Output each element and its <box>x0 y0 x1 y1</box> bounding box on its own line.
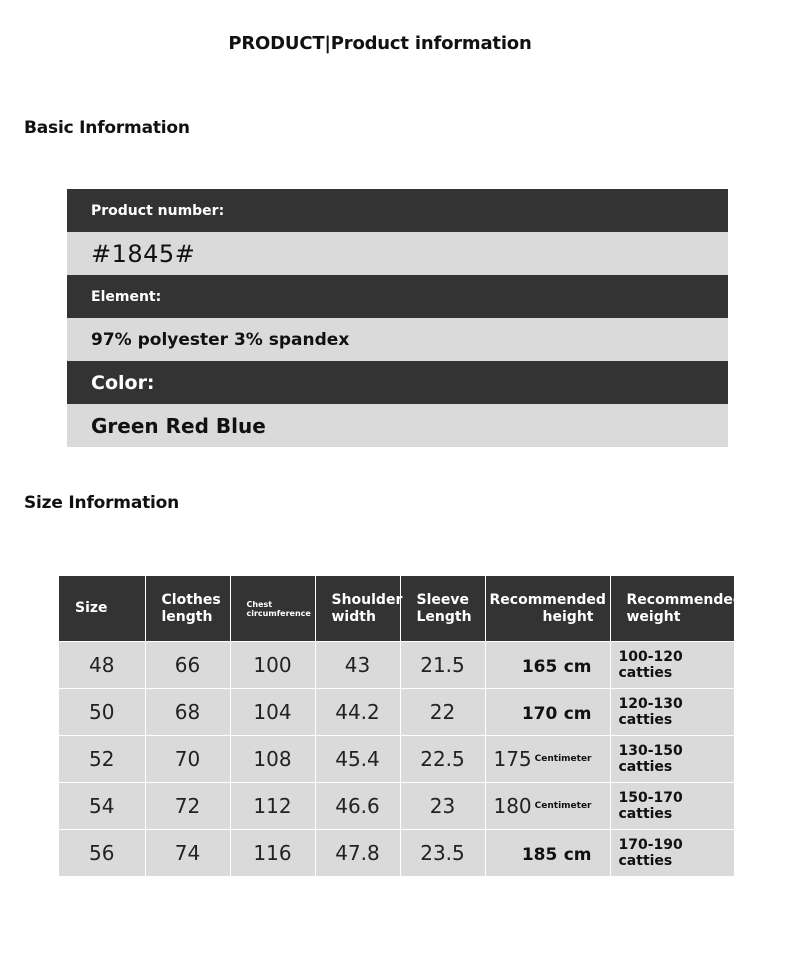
page-title: PRODUCT|Product information <box>228 33 532 54</box>
cell-chest: 104 <box>230 689 315 736</box>
cell-clothes-length: 68 <box>145 689 230 736</box>
basic-information-block <box>67 189 728 447</box>
header-size: Size <box>59 576 145 642</box>
color-value: Green Red Blue <box>67 404 728 447</box>
height-value: 165 <box>521 657 558 677</box>
table-row <box>59 689 734 736</box>
header-sleeve-length: Sleeve Length <box>400 576 485 642</box>
cell-size: 56 <box>59 830 145 877</box>
size-table <box>59 576 743 876</box>
cell-shoulder: 47.8 <box>315 830 400 877</box>
height-unit: cm <box>563 845 592 865</box>
cell-recommended-weight: 170-190 catties <box>610 830 734 877</box>
cell-size: 48 <box>59 642 145 689</box>
basic-information-heading: Basic Information <box>24 118 190 138</box>
cell-chest: 112 <box>230 783 315 830</box>
cell-clothes-length: 66 <box>145 642 230 689</box>
cell-recommended-weight: 100-120 catties <box>610 642 734 689</box>
cell-recommended-weight: 120-130 catties <box>610 689 734 736</box>
product-number-label: Product number: <box>67 189 728 232</box>
cell-sleeve: 22.5 <box>400 736 485 783</box>
header-shoulder-width: Shoulder width <box>315 576 400 642</box>
cell-chest: 108 <box>230 736 315 783</box>
cell-shoulder: 46.6 <box>315 783 400 830</box>
size-table-header-row <box>59 576 734 642</box>
size-information-heading: Size Information <box>24 493 180 513</box>
cell-sleeve: 23.5 <box>400 830 485 877</box>
element-label: Element: <box>67 275 728 318</box>
cell-recommended-height <box>485 642 610 689</box>
table-row <box>59 736 734 783</box>
height-value: 185 <box>521 845 558 865</box>
height-unit: cm <box>563 704 592 724</box>
cell-recommended-weight: 150-170 catties <box>610 783 734 830</box>
height-value: 170 <box>521 704 558 724</box>
product-number-value: #1845# <box>67 232 728 275</box>
cell-recommended-weight: 130-150 catties <box>610 736 734 783</box>
cell-recommended-height <box>485 736 610 783</box>
cell-chest: 100 <box>230 642 315 689</box>
header-recommended-weight: Recommended weight <box>610 576 734 642</box>
height-value: 175 <box>493 747 532 771</box>
header-chest-circumference: Chest circumference <box>230 576 315 642</box>
cell-shoulder: 44.2 <box>315 689 400 736</box>
cell-sleeve: 23 <box>400 783 485 830</box>
height-unit: Centimeter <box>534 801 592 811</box>
cell-size: 54 <box>59 783 145 830</box>
cell-size: 52 <box>59 736 145 783</box>
cell-clothes-length: 70 <box>145 736 230 783</box>
cell-clothes-length: 72 <box>145 783 230 830</box>
height-unit: cm <box>563 657 592 677</box>
table-row <box>59 642 734 689</box>
cell-clothes-length: 74 <box>145 830 230 877</box>
header-recommended-height: Recommended height <box>485 576 610 642</box>
cell-shoulder: 45.4 <box>315 736 400 783</box>
cell-recommended-height <box>485 783 610 830</box>
table-row <box>59 783 734 830</box>
cell-sleeve: 21.5 <box>400 642 485 689</box>
height-value: 180 <box>493 794 532 818</box>
cell-shoulder: 43 <box>315 642 400 689</box>
element-value: 97% polyester 3% spandex <box>67 318 728 361</box>
cell-size: 50 <box>59 689 145 736</box>
cell-chest: 116 <box>230 830 315 877</box>
cell-recommended-height <box>485 830 610 877</box>
cell-recommended-height <box>485 689 610 736</box>
color-label: Color: <box>67 361 728 404</box>
header-clothes-length: Clothes length <box>145 576 230 642</box>
table-row <box>59 830 734 877</box>
height-unit: Centimeter <box>534 754 592 764</box>
cell-sleeve: 22 <box>400 689 485 736</box>
